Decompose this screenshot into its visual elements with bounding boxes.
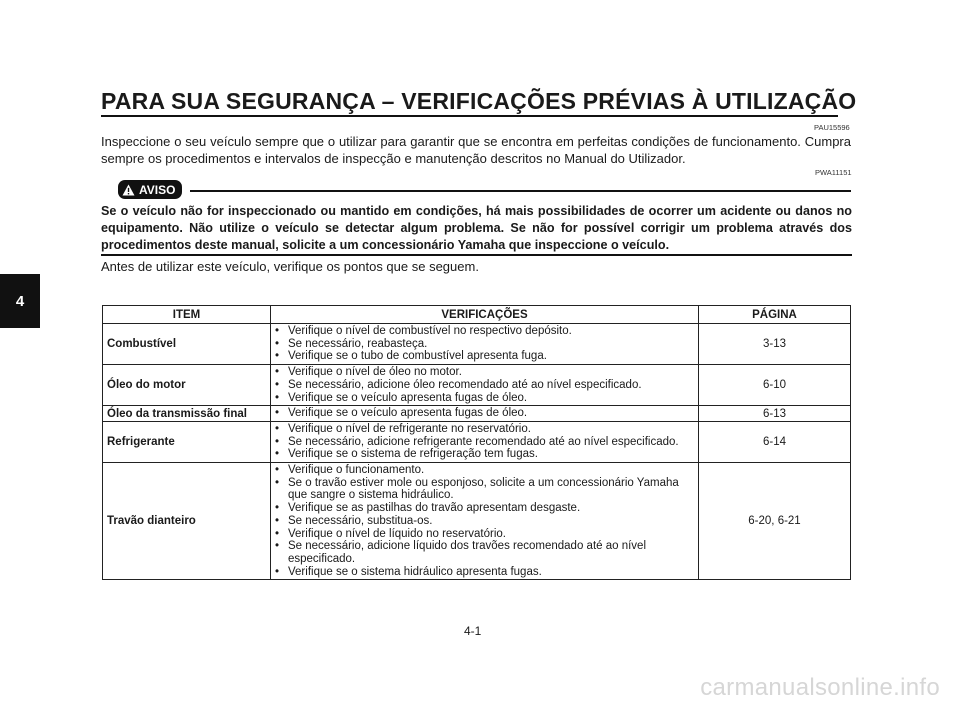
check-item: • Verifique o nível de refrigerante no reservatório. <box>275 423 694 436</box>
warning-ref-code: PWA11151 <box>815 168 852 177</box>
row-item: Refrigerante <box>103 421 271 462</box>
check-item: • Verifique o nível de líquido no reservatório. <box>275 528 694 541</box>
row-item: Combustível <box>103 324 271 365</box>
check-item: • Verifique se as pastilhas do travão apresentam desgaste. <box>275 502 694 515</box>
row-page: 6-13 <box>699 406 851 422</box>
intro-ref-code: PAU15596 <box>814 123 850 132</box>
row-checks <box>271 463 699 580</box>
check-item: • Se necessário, adicione refrigerante recomendado até ao nível especificado. <box>275 436 694 449</box>
check-item: • Se o travão estiver mole ou esponjoso, solicite a um concessionário Yamaha que sangre o sistema hidráulico. <box>275 477 694 502</box>
check-item: • Verifique o nível de óleo no motor. <box>275 366 694 379</box>
check-item: • Se necessário, reabasteça. <box>275 338 694 351</box>
check-item: • Verifique se o veículo apresenta fugas de óleo. <box>275 392 694 405</box>
row-checks <box>271 324 699 365</box>
check-item: • Se necessário, substitua-os. <box>275 515 694 528</box>
row-item: Óleo do motor <box>103 365 271 406</box>
table-header-row <box>103 306 851 324</box>
chapter-tab: 4 <box>0 274 40 328</box>
row-item: Óleo da transmissão final <box>103 406 271 422</box>
row-page: 6-10 <box>699 365 851 406</box>
table-row <box>103 463 851 580</box>
row-page: 6-14 <box>699 421 851 462</box>
warning-label: AVISO <box>139 182 176 197</box>
checklist-intro: Antes de utilizar este veículo, verifique os pontos que se seguem. <box>101 259 479 274</box>
column-header-item: ITEM <box>103 306 271 324</box>
check-item: • Verifique se o veículo apresenta fugas de óleo. <box>275 407 694 420</box>
page-number: 4-1 <box>464 624 482 638</box>
warning-text: Se o veículo não for inspeccionado ou mantido em condições, há mais possibilidades de ocorrer um acidente ou danos no equipamento. Não utilize o veículo se detectar algum problema. Se não for possível corrigir um problema através dos procedimentos deste manual, solicite a um concessionário Yamaha que inspeccione o veículo. <box>101 204 852 252</box>
warning-badge <box>118 180 182 199</box>
table-row <box>103 365 851 406</box>
check-item: • Se necessário, adicione líquido dos travões recomendado até ao nível especificado. <box>275 540 694 565</box>
table-row <box>103 324 851 365</box>
warning-bottom-rule <box>101 254 852 256</box>
row-checks <box>271 406 699 422</box>
row-page: 6-20, 6-21 <box>699 463 851 580</box>
intro-paragraph: Inspeccione o seu veículo sempre que o utilizar para garantir que se encontra em perfeitas condições de funcionamento. Cumpra sempre os procedimentos e intervalos de inspecção e manutenção descritos no Manual do Utilizador. <box>101 134 851 166</box>
column-header-page: PÁGINA <box>699 306 851 324</box>
pre-operation-checklist <box>102 305 851 580</box>
check-item: • Se necessário, adicione óleo recomendado até ao nível especificado. <box>275 379 694 392</box>
table-row <box>103 406 851 422</box>
row-page: 3-13 <box>699 324 851 365</box>
watermark: carmanualsonline.info <box>700 674 940 701</box>
row-checks <box>271 421 699 462</box>
table-row <box>103 421 851 462</box>
warning-top-rule <box>190 190 851 192</box>
page-title: PARA SUA SEGURANÇA – VERIFICAÇÕES PRÉVIAS À UTILIZAÇÃO <box>101 88 857 114</box>
column-header-checks: VERIFICAÇÕES <box>271 306 699 324</box>
check-item: • Verifique se o tubo de combustível apresenta fuga. <box>275 350 694 363</box>
check-item: • Verifique se o sistema hidráulico apresenta fugas. <box>275 566 694 579</box>
check-item: • Verifique o funcionamento. <box>275 464 694 477</box>
row-item: Travão dianteiro <box>103 463 271 580</box>
warning-triangle-icon <box>122 184 135 196</box>
check-item: • Verifique se o sistema de refrigeração tem fugas. <box>275 448 694 461</box>
title-underline <box>101 115 838 117</box>
check-item: • Verifique o nível de combustível no respectivo depósito. <box>275 325 694 338</box>
row-checks <box>271 365 699 406</box>
